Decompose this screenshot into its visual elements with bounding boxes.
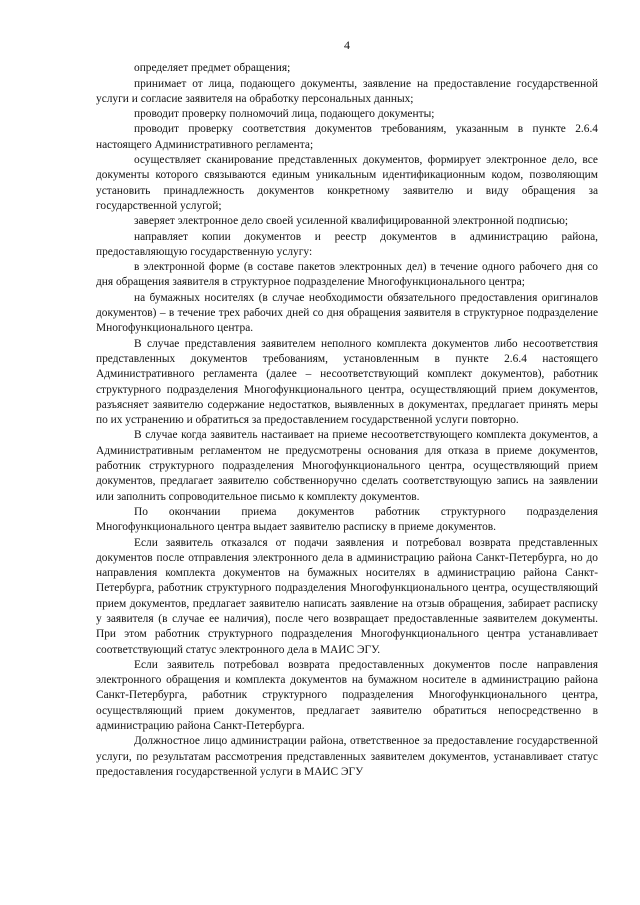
paragraph: осуществляет сканирование представленных документов, формирует электронное дело, все документы которого связываются единым уникальным идентификационным кодом, позволяющим установить принадлежность документов конкретному заявителю и виду обращения за государственной услугой; [96,154,598,212]
paragraph: Если заявитель потребовал возврата предоставленных документов после направления электронного обращения и комплекта документов на бумажном носителе в администрацию района Санкт-Петербурга, работник структурного подразделения Многофункционального центра, осуществляющий прием документов, предлагает заявителю обратиться непосредственно в администрацию района Санкт-Петербурга. [96,658,598,733]
paragraph: Должностное лицо администрации района, ответственное за предоставление государственной услуги, по результатам рассмотрения представленных заявителем документов, устанавливает статус предоставления государственной услуги в МАИС ЭГУ [96,735,598,778]
paragraph: в электронной форме (в составе пакетов электронных дел) в течение одного рабочего дня со дня обращения заявителя в структурное подразделение Многофункционального центра; [96,261,598,289]
paragraph: заверяет электронное дело своей усиленной квалифицированной электронной подписью; [134,215,569,228]
paragraph: направляет копии документов и реестр документов в администрацию района, предоставляющую государственную услугу: [96,230,598,258]
paragraph: В случае представления заявителем неполного комплекта документов либо несоответствия представленных документов требованиям, установленным в пункте 2.6.4 настоящего Административного регламента (далее – несоответствующий комплект документов), работник структурного подразделения Многофункционального центра, осуществляющий прием документов, разъясняет заявителю содержание недостатков, выявленных в документах, предлагает принять меры по их устранению и обратиться за предоставлением государственной услуги повторно. [96,337,598,427]
document-body [96,61,598,780]
paragraph: В случае когда заявитель настаивает на приеме несоответствующего комплекта документов, а Административным регламентом не предусмотрены основания для отказа в приеме документов, работник структурного подразделения Многофункционального центра, осуществляющий прием документов, предлагает заявителю собственноручно сделать соответствующую запись на заявлении или заполнить сопроводительное письмо к комплекту документов. [96,429,598,503]
paragraph: По окончании приема документов работник структурного подразделения Многофункционального центра выдает заявителю расписку в приеме документов. [96,505,598,534]
paragraph: Если заявитель отказался от подачи заявления и потребовал возврата представленных документов после отправления электронного дела в администрацию района Санкт-Петербурга, но до направления комплекта документов на бумажных носителях в администрацию района Санкт-Петербурга, работник структурного подразделения Многофункционального центра, осуществляющий прием документов, предлагает заявителю написать заявление на отзыв обращения, забирает расписку у заявителя (в случае ее наличия), после чего возвращает предоставленные заявителем документы. При этом работник структурного подразделения Многофункционального центра устанавливает соответствующий статус электронного дела в МАИС ЭГУ. [96,536,598,656]
paragraph: проводит проверку полномочий лица, подающего документы; [134,108,435,121]
paragraph: проводит проверку соответствия документов требованиям, указанным в пункте 2.6.4 настоящего Административного регламента; [96,123,598,151]
paragraph: определяет предмет обращения; [134,62,291,75]
paragraph: принимает от лица, подающего документы, заявление на предоставление государственной услуги и согласие заявителя на обработку персональных данных; [96,77,598,105]
paragraph: на бумажных носителях (в случае необходимости обязательного предоставления оригиналов документов) – в течение трех рабочих дней со дня обращения заявителя в структурное подразделение Многофункционального центра. [96,291,598,335]
page-number: 4 [344,38,350,52]
